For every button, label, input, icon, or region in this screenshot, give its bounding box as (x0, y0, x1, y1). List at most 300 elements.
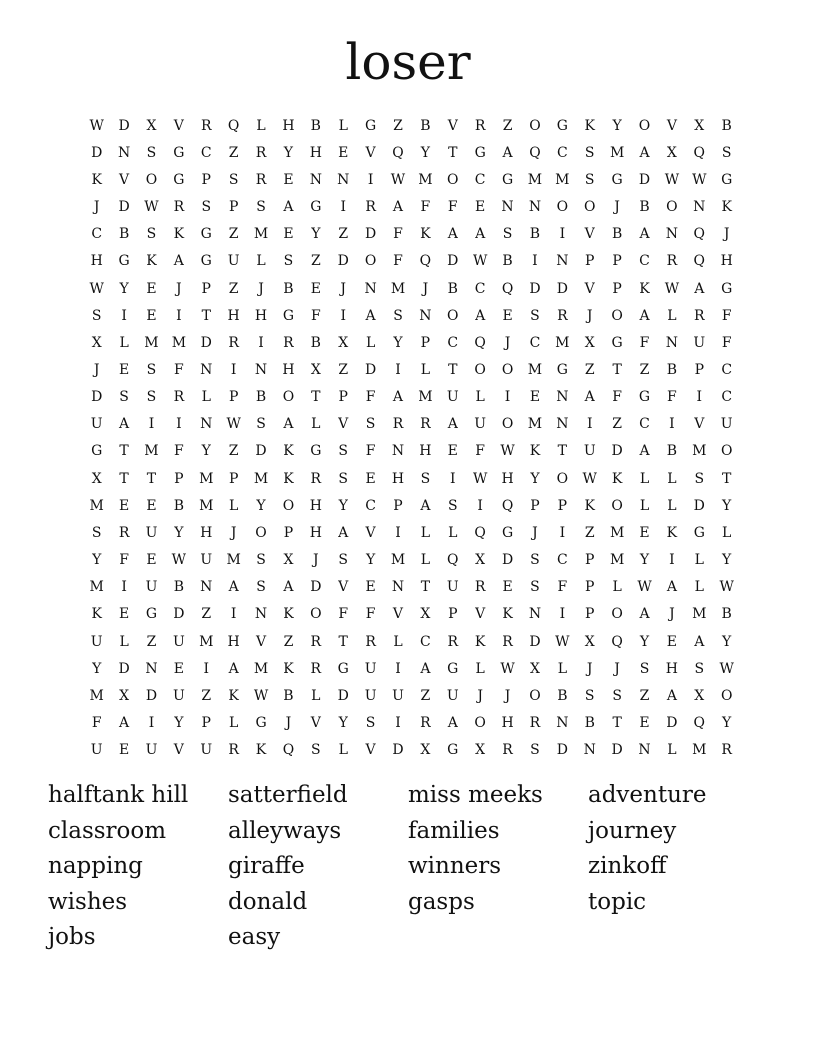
grid-letter: V (173, 117, 184, 134)
grid-letter: Y (338, 497, 348, 514)
grid-letter: I (559, 606, 566, 623)
grid-letter: S (146, 226, 157, 243)
grid-letter: H (200, 524, 213, 541)
grid-letter: B (611, 226, 623, 243)
grid-letter: A (365, 307, 376, 324)
grid-letter: I (669, 416, 675, 433)
grid-letter: L (639, 497, 650, 514)
grid-letter: E (447, 443, 458, 460)
grid-letter: L (420, 552, 431, 569)
grid-letter: O (501, 361, 514, 378)
grid-letter: T (448, 361, 458, 378)
grid-letter: F (338, 606, 349, 623)
grid-letter: A (447, 715, 458, 732)
grid-letter: G (611, 171, 623, 188)
grid-letter: X (584, 334, 595, 351)
grid-letter: I (586, 416, 593, 433)
grid-letter: V (365, 524, 376, 541)
grid-letter: R (200, 117, 212, 134)
grid-letter: O (282, 497, 295, 514)
grid-letter: L (667, 742, 677, 759)
grid-letter: L (667, 497, 677, 514)
grid-letter: A (639, 307, 650, 324)
grid-letter: Z (639, 687, 650, 704)
grid-letter: S (721, 144, 732, 161)
grid-letter: J (586, 660, 593, 677)
grid-letter: D (501, 552, 514, 569)
grid-letter: A (392, 389, 404, 406)
grid-letter: D (611, 742, 623, 759)
grid-letter: I (121, 579, 127, 596)
grid-letter: E (639, 524, 650, 541)
grid-letter: J (93, 199, 100, 216)
grid-letter: P (694, 361, 704, 378)
word-list-item: gasps (408, 888, 475, 915)
grid-letter: S (612, 687, 622, 704)
grid-letter: J (723, 226, 730, 243)
grid-letter: G (693, 524, 705, 541)
grid-letter: W (171, 552, 187, 569)
grid-letter: M (171, 334, 187, 351)
grid-letter: K (255, 742, 267, 759)
grid-letter: M (226, 552, 241, 569)
grid-letter: K (721, 199, 732, 216)
grid-letter: P (420, 334, 431, 351)
grid-letter: Z (201, 606, 212, 623)
grid-letter: P (174, 470, 184, 487)
grid-letter: T (722, 470, 732, 487)
grid-letter: G (556, 117, 568, 134)
grid-letter: B (310, 117, 321, 134)
grid-letter: L (722, 524, 732, 541)
grid-letter: O (282, 389, 295, 406)
grid-letter: R (502, 633, 513, 650)
grid-letter: M (89, 579, 104, 596)
grid-letter: Z (228, 226, 239, 243)
grid-letter: D (118, 117, 130, 134)
grid-letter: W (692, 171, 707, 188)
grid-letter: O (529, 687, 541, 704)
grid-letter: J (422, 280, 429, 297)
grid-letter: L (639, 470, 650, 487)
grid-letter: B (283, 280, 294, 297)
grid-letter: C (91, 226, 103, 243)
grid-letter: X (338, 334, 349, 351)
grid-letter: X (694, 687, 705, 704)
grid-letter: U (90, 633, 103, 650)
grid-letter: S (146, 361, 157, 378)
grid-letter: G (556, 361, 568, 378)
grid-letter: L (119, 334, 129, 351)
grid-letter: M (692, 443, 707, 460)
grid-letter: H (282, 117, 295, 134)
grid-letter: M (253, 470, 269, 487)
grid-letter: Z (310, 253, 321, 270)
word-list-item: halftank hill (48, 782, 189, 808)
grid-letter: A (283, 416, 294, 433)
grid-letter: L (338, 742, 348, 759)
grid-letter: D (118, 660, 130, 677)
grid-letter: Z (639, 361, 650, 378)
grid-letter: Q (501, 280, 514, 297)
grid-letter: N (419, 307, 432, 324)
grid-letter: G (501, 524, 514, 541)
grid-letter: C (474, 280, 486, 297)
grid-letter: F (365, 389, 376, 406)
grid-letter: G (200, 226, 212, 243)
grid-letter: E (502, 579, 513, 596)
grid-letter: M (144, 334, 159, 351)
grid-letter: G (118, 253, 130, 270)
grid-letter: J (669, 606, 675, 623)
grid-letter: D (666, 715, 678, 732)
grid-letter: J (285, 715, 292, 732)
grid-letter: P (557, 497, 568, 514)
grid-letter: E (666, 633, 678, 650)
grid-letter: R (502, 742, 513, 759)
grid-letter: I (696, 389, 703, 406)
grid-letter: P (283, 524, 294, 541)
grid-letter: Y (365, 552, 376, 569)
grid-letter: L (557, 660, 567, 677)
grid-letter: B (173, 497, 185, 514)
grid-letter: I (340, 199, 346, 216)
grid-letter: V (447, 117, 458, 134)
grid-letter: G (365, 117, 377, 134)
grid-letter: P (612, 253, 622, 270)
grid-letter: L (694, 552, 704, 569)
grid-letter: B (721, 117, 732, 134)
grid-letter: H (282, 361, 295, 378)
grid-letter: N (665, 226, 679, 243)
grid-letter: O (720, 443, 733, 460)
grid-letter: K (173, 226, 185, 243)
grid-letter: Y (722, 497, 732, 514)
grid-letter: J (93, 361, 100, 378)
grid-letter: W (89, 117, 104, 134)
grid-letter: E (365, 470, 376, 487)
grid-letter: H (309, 144, 322, 161)
grid-letter: Y (393, 334, 403, 351)
word-list-item: miss meeks (408, 782, 543, 808)
grid-letter: E (502, 307, 513, 324)
grid-letter: L (420, 524, 431, 541)
grid-letter: I (121, 307, 127, 324)
grid-letter: K (228, 687, 239, 704)
grid-letter: W (555, 633, 570, 650)
grid-letter: M (390, 280, 406, 297)
grid-letter: W (637, 579, 652, 596)
grid-letter: D (200, 334, 212, 351)
grid-letter: D (364, 226, 377, 243)
word-list-item: giraffe (228, 853, 305, 880)
grid-letter: N (556, 389, 569, 406)
grid-letter: Y (722, 633, 732, 650)
grid-letter: H (419, 443, 432, 460)
grid-letter: A (475, 307, 486, 324)
grid-letter: L (256, 253, 266, 270)
grid-letter: S (393, 307, 403, 324)
grid-letter: Z (584, 361, 595, 378)
grid-letter: V (310, 715, 321, 732)
grid-letter: U (90, 416, 103, 433)
grid-letter: J (176, 280, 182, 297)
grid-letter: R (173, 199, 185, 216)
grid-letter: B (173, 579, 185, 596)
grid-letter: M (390, 552, 406, 569)
grid-letter: R (666, 253, 678, 270)
grid-letter: W (253, 687, 269, 704)
grid-letter: S (584, 144, 595, 161)
word-list-item: alleyways (228, 817, 342, 844)
grid-letter: K (611, 470, 623, 487)
grid-letter: X (666, 144, 677, 161)
grid-letter: S (91, 524, 102, 541)
grid-letter: P (530, 497, 540, 514)
grid-letter: M (199, 470, 214, 487)
grid-letter: L (229, 715, 239, 732)
grid-letter: T (146, 470, 157, 487)
grid-letter: I (203, 660, 210, 677)
word-list-item: zinkoff (588, 853, 667, 880)
grid-letter: U (446, 579, 459, 596)
grid-letter: S (365, 416, 376, 433)
grid-letter: N (200, 361, 213, 378)
grid-letter: K (420, 226, 431, 243)
word-list-item: wishes (48, 888, 128, 915)
grid-letter: O (638, 117, 651, 134)
grid-letter: E (529, 389, 541, 406)
grid-letter: O (447, 307, 459, 324)
grid-letter: Z (338, 226, 349, 243)
grid-letter: I (559, 524, 566, 541)
grid-letter: B (639, 199, 650, 216)
grid-letter: E (173, 660, 184, 677)
grid-letter: L (256, 117, 266, 134)
grid-letter: S (694, 470, 705, 487)
grid-letter: O (447, 171, 459, 188)
grid-letter: Y (119, 280, 129, 297)
grid-letter: R (173, 389, 185, 406)
grid-letter: Y (92, 552, 102, 569)
grid-letter: R (310, 633, 322, 650)
grid-letter: X (584, 633, 595, 650)
grid-letter: N (254, 361, 268, 378)
grid-letter: D (337, 687, 349, 704)
grid-letter: P (585, 552, 595, 569)
grid-letter: U (392, 687, 404, 704)
grid-letter: A (228, 579, 239, 596)
grid-letter: S (584, 687, 595, 704)
grid-letter: D (118, 199, 130, 216)
grid-letter: N (638, 742, 651, 759)
grid-letter: G (145, 606, 158, 623)
grid-letter: P (448, 606, 458, 623)
grid-letter: G (501, 171, 514, 188)
grid-letter: M (418, 389, 433, 406)
grid-letter: Z (338, 361, 349, 378)
grid-letter: G (282, 307, 295, 324)
grid-letter: F (310, 307, 321, 324)
grid-letter: O (145, 171, 158, 188)
grid-letter: E (338, 144, 349, 161)
grid-letter: Z (393, 117, 403, 134)
word-list-item: satterfield (228, 782, 348, 808)
grid-letter: L (311, 687, 321, 704)
grid-letter: E (365, 579, 376, 596)
grid-letter: V (338, 416, 349, 433)
grid-letter: H (254, 307, 268, 324)
grid-letter: P (585, 253, 595, 270)
grid-letter: I (395, 660, 401, 677)
grid-letter: E (283, 226, 294, 243)
grid-letter: N (665, 334, 679, 351)
grid-letter: Y (639, 633, 650, 650)
grid-letter: N (337, 171, 350, 188)
grid-letter: S (283, 253, 294, 270)
word-list-item: topic (588, 888, 647, 915)
grid-letter: L (365, 334, 376, 351)
grid-letter: Y (201, 443, 211, 460)
word-list-item: jobs (48, 924, 96, 951)
grid-letter: Z (228, 144, 239, 161)
grid-letter: G (721, 171, 733, 188)
grid-letter: B (310, 334, 321, 351)
grid-letter: N (556, 416, 569, 433)
grid-letter: O (556, 470, 569, 487)
grid-letter: I (176, 416, 182, 433)
grid-letter: O (529, 117, 541, 134)
grid-letter: F (639, 334, 650, 351)
grid-letter: H (227, 307, 240, 324)
grid-letter: Y (722, 715, 732, 732)
grid-letter: J (532, 524, 538, 541)
grid-letter: S (146, 389, 157, 406)
grid-letter: P (585, 606, 595, 623)
grid-letter: M (253, 660, 269, 677)
grid-letter: J (230, 524, 237, 541)
grid-letter: E (310, 280, 321, 297)
grid-letter: K (502, 606, 513, 623)
grid-letter: I (176, 307, 182, 324)
grid-letter: S (201, 199, 212, 216)
grid-letter: K (584, 117, 595, 134)
grid-letter: Z (584, 524, 595, 541)
grid-letter: A (666, 579, 677, 596)
grid-letter: S (530, 579, 540, 596)
grid-letter: H (309, 497, 322, 514)
grid-letter: S (338, 443, 348, 460)
grid-letter: R (392, 416, 404, 433)
grid-letter: M (692, 742, 707, 759)
grid-letter: B (557, 687, 568, 704)
grid-letter: T (612, 361, 622, 378)
grid-letter: W (664, 280, 680, 297)
grid-letter: D (337, 253, 349, 270)
grid-letter: Q (501, 497, 514, 514)
grid-letter: E (118, 742, 130, 759)
grid-letter: U (172, 687, 185, 704)
grid-letter: D (556, 742, 568, 759)
grid-letter: J (614, 199, 620, 216)
grid-letter: T (612, 715, 622, 732)
word-list-item: donald (228, 888, 308, 915)
grid-letter: O (310, 606, 322, 623)
grid-letter: W (664, 171, 680, 188)
grid-letter: M (418, 171, 433, 188)
grid-letter: B (255, 389, 267, 406)
grid-letter: L (420, 361, 431, 378)
grid-letter: B (666, 443, 678, 460)
grid-letter: W (500, 660, 515, 677)
grid-letter: O (666, 199, 678, 216)
grid-letter: L (667, 307, 677, 324)
grid-letter: E (639, 715, 650, 732)
grid-letter: Q (392, 144, 404, 161)
grid-letter: J (258, 280, 264, 297)
grid-letter: G (447, 742, 459, 759)
grid-letter: O (474, 715, 486, 732)
grid-letter: R (420, 715, 431, 732)
grid-letter: W (390, 171, 406, 188)
grid-letter: E (118, 361, 130, 378)
grid-letter: H (391, 470, 405, 487)
grid-letter: A (502, 144, 513, 161)
grid-letter: G (474, 144, 486, 161)
grid-letter: H (720, 253, 733, 270)
grid-letter: F (365, 606, 376, 623)
grid-letter: W (472, 470, 488, 487)
grid-letter: O (501, 416, 514, 433)
grid-letter: R (228, 742, 239, 759)
grid-letter: K (639, 280, 650, 297)
grid-letter: I (340, 307, 346, 324)
grid-letter: D (447, 253, 459, 270)
grid-letter: R (420, 416, 431, 433)
grid-letter: W (472, 253, 488, 270)
grid-letter: E (118, 497, 130, 514)
grid-letter: C (365, 497, 376, 514)
grid-letter: G (310, 443, 322, 460)
grid-letter: I (669, 552, 675, 569)
grid-letter: S (119, 389, 129, 406)
word-list-item: winners (408, 853, 502, 880)
grid-letter: N (200, 416, 213, 433)
grid-letter: Z (228, 280, 239, 297)
grid-letter: J (340, 280, 347, 297)
grid-letter: Z (228, 443, 239, 460)
grid-letter: D (611, 443, 623, 460)
grid-letter: Y (338, 715, 348, 732)
grid-letter: E (283, 171, 294, 188)
grid-letter: A (119, 416, 130, 433)
grid-letter: D (392, 742, 404, 759)
grid-letter: K (283, 470, 294, 487)
grid-letter: P (201, 715, 211, 732)
grid-letter: A (666, 687, 677, 704)
grid-letter: G (91, 443, 103, 460)
grid-letter: M (253, 226, 269, 243)
grid-letter: D (556, 280, 568, 297)
grid-letter: E (146, 497, 157, 514)
grid-letter: U (446, 389, 459, 406)
grid-letter: W (226, 416, 241, 433)
grid-letter: O (474, 361, 486, 378)
grid-letter: U (227, 253, 240, 270)
grid-letter: S (256, 199, 266, 216)
grid-letter: U (200, 552, 213, 569)
grid-letter: S (639, 660, 650, 677)
